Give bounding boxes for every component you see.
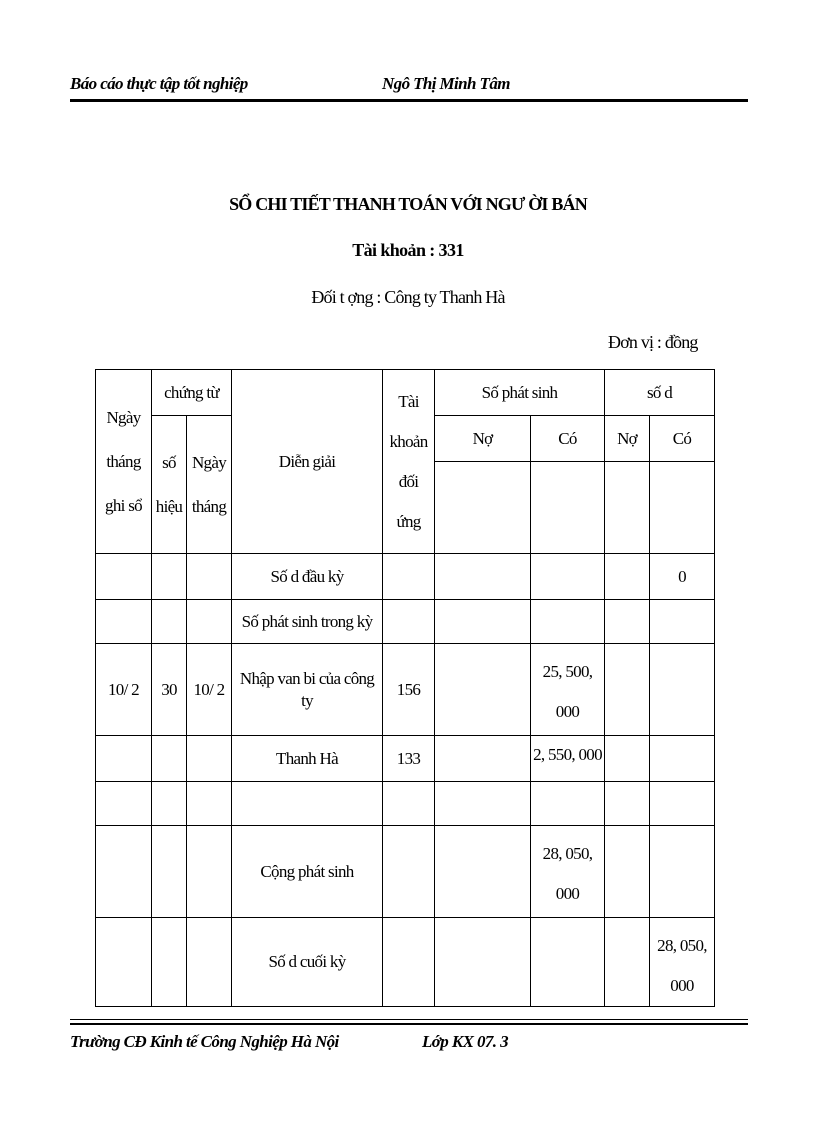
- cell-date: [96, 736, 152, 782]
- cell-voucher-no: [152, 600, 187, 644]
- cell-balance-credit: [650, 782, 715, 826]
- header-blank-cell: [605, 462, 650, 554]
- header-balance-credit: Có: [650, 416, 715, 462]
- header-report-title: Báo cáo thực tập tốt nghiệp: [70, 74, 248, 93]
- footer-school-name: Trường CĐ Kinh tế Công Nghiệp Hà Nội: [70, 1032, 339, 1051]
- cell-arising-debit: [435, 644, 531, 736]
- table-row: [96, 554, 715, 600]
- cell-arising-credit: [531, 918, 605, 1007]
- cell-arising-credit: 28, 050, 000: [531, 826, 605, 918]
- account-line: Tài khoản : 331: [352, 240, 464, 260]
- cell-counter-account: 133: [383, 736, 435, 782]
- ledger-header: [96, 370, 715, 554]
- cell-voucher-no: [152, 826, 187, 918]
- cell-description: Số d cuối kỳ: [232, 918, 383, 1007]
- counterparty-line: Đối t ợng : Công ty Thanh Hà: [311, 287, 505, 307]
- header-counter-account: Tài khoản đối ứng: [383, 370, 435, 554]
- cell-description: Nhập van bi của công ty: [232, 644, 383, 736]
- cell-arising-debit: [435, 554, 531, 600]
- header-balance: số d: [605, 370, 715, 416]
- cell-date: [96, 554, 152, 600]
- unit-line: Đơn vị : đồng: [608, 332, 698, 352]
- cell-balance-credit: 0: [650, 554, 715, 600]
- cell-arising-debit: [435, 918, 531, 1007]
- header-blank-cell: [531, 462, 605, 554]
- cell-balance-debit: [605, 554, 650, 600]
- header-voucher-number: số hiệu: [152, 416, 187, 554]
- ledger-table: [95, 369, 715, 1007]
- header-arising: Số phát sinh: [435, 370, 605, 416]
- cell-arising-credit: 25, 500, 000: [531, 644, 605, 736]
- header-balance-debit: Nợ: [605, 416, 650, 462]
- cell-balance-debit: [605, 600, 650, 644]
- cell-date: [96, 826, 152, 918]
- header-blank-cell: [650, 462, 715, 554]
- cell-voucher-date: [187, 554, 232, 600]
- cell-balance-debit: [605, 644, 650, 736]
- header-arising-credit: Có: [531, 416, 605, 462]
- document-title: SỔ CHI TIẾT THANH TOÁN VỚI NGƯ ỜI BÁN: [229, 194, 587, 214]
- cell-voucher-no: [152, 918, 187, 1007]
- header-arising-debit: Nợ: [435, 416, 531, 462]
- cell-counter-account: 156: [383, 644, 435, 736]
- cell-voucher-no: [152, 554, 187, 600]
- cell-arising-debit: [435, 736, 531, 782]
- footer-rule: [70, 1019, 748, 1020]
- cell-date: 10/ 2: [96, 644, 152, 736]
- cell-balance-debit: [605, 826, 650, 918]
- table-row: [96, 644, 715, 736]
- cell-voucher-date: [187, 736, 232, 782]
- cell-counter-account: [383, 554, 435, 600]
- cell-balance-credit: [650, 826, 715, 918]
- cell-voucher-date: [187, 600, 232, 644]
- table-row: [96, 918, 715, 1007]
- cell-balance-credit: 28, 050, 000: [650, 918, 715, 1007]
- cell-balance-credit: [650, 600, 715, 644]
- table-row: [96, 600, 715, 644]
- cell-voucher-no: [152, 782, 187, 826]
- table-row: [96, 736, 715, 782]
- cell-arising-credit: [531, 600, 605, 644]
- header-blank-cell: [435, 462, 531, 554]
- cell-arising-credit: [531, 782, 605, 826]
- cell-balance-credit: [650, 644, 715, 736]
- cell-date: [96, 600, 152, 644]
- header-date-recorded: Ngày tháng ghi sổ: [96, 370, 152, 554]
- cell-balance-debit: [605, 918, 650, 1007]
- header-voucher-date: Ngày tháng: [187, 416, 232, 554]
- cell-balance-credit: [650, 736, 715, 782]
- cell-counter-account: [383, 826, 435, 918]
- cell-voucher-date: [187, 782, 232, 826]
- cell-date: [96, 918, 152, 1007]
- cell-voucher-no: 30: [152, 644, 187, 736]
- cell-counter-account: [383, 600, 435, 644]
- cell-arising-debit: [435, 600, 531, 644]
- cell-voucher-date: [187, 918, 232, 1007]
- header-author-name: Ngô Thị Minh Tâm: [382, 74, 510, 93]
- header-description: Diễn giải: [232, 370, 383, 554]
- footer-class-code: Lớp KX 07. 3: [422, 1032, 508, 1051]
- cell-balance-debit: [605, 782, 650, 826]
- cell-arising-credit: [531, 554, 605, 600]
- header-rule: [70, 99, 748, 102]
- cell-description: Số phát sinh trong kỳ: [232, 600, 383, 644]
- cell-voucher-no: [152, 736, 187, 782]
- cell-counter-account: [383, 918, 435, 1007]
- cell-description: Số d đầu kỳ: [232, 554, 383, 600]
- cell-balance-debit: [605, 736, 650, 782]
- cell-arising-debit: [435, 826, 531, 918]
- footer-rule: [70, 1023, 748, 1025]
- table-row: [96, 782, 715, 826]
- cell-description: [232, 782, 383, 826]
- table-row: [96, 826, 715, 918]
- cell-voucher-date: 10/ 2: [187, 644, 232, 736]
- ledger-body: [96, 554, 715, 1007]
- cell-date: [96, 782, 152, 826]
- cell-description: Cộng phát sinh: [232, 826, 383, 918]
- cell-arising-credit: 2, 550, 000: [531, 736, 605, 782]
- cell-voucher-date: [187, 826, 232, 918]
- cell-description: Thanh Hà: [232, 736, 383, 782]
- cell-arising-debit: [435, 782, 531, 826]
- header-voucher: chứng từ: [152, 370, 232, 416]
- cell-counter-account: [383, 782, 435, 826]
